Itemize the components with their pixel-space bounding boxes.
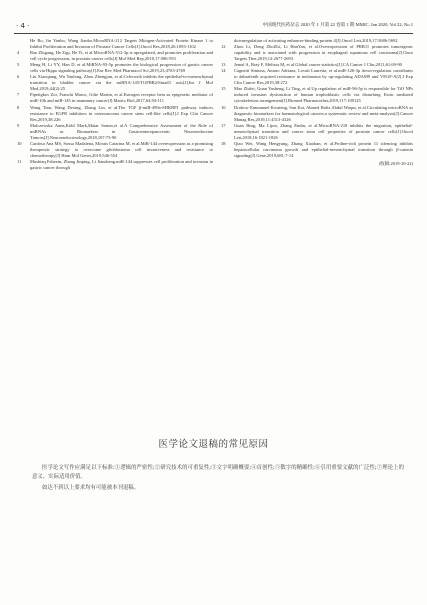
reference-item [17,62,213,74]
page-number: · 4 · [16,22,30,30]
reference-number: 5 [17,62,20,68]
reference-text: Wang Tian, Wang Dexing, Zhang Lin, et al.The TGF β-miR-499a-SHKBP1 pathway induces resistance to EGFR inhibitors in osteosarcoma cancer stem cell-like cells[J].J Exp Clin Cancer Res,2019,38:226 [30,104,213,122]
reference-item [221,105,413,123]
reference-item [17,50,213,62]
reference-number: 18 [221,140,226,146]
reference-text: Rao Zhigang, He Zigi, He Yi, et al.MicroRNA-512-3p is upregulated, and promotes proliferation and cell cycle progression, in prostate cancer cells[J].Mol Med Rep,2018,17:586-593 [30,50,213,62]
reference-text: Jemal A, Bray F, Melissa M, et al.Global cancer statistics[J].CA Cancer J Clin,2011,61:69-90 [234,62,402,68]
reference-text: Mao Zhifei, Guan Yusheng, Li Ting, et al.Up regulation of miR-96-5p is responsible for TiO NPs induced invasion dysfunction of human trophoblastic cells via disturbing Ezrin mediated cytoskeletons arrangement[J].Biomed Pharmacother,2019,117:109125 [234,86,413,104]
reference-number [17,38,30,50]
journal-running-header: 中国现代医药杂志 2020 年 1 月第 22 卷第 1 期 MMJC, Jan 2020, Vol 22, No.1 [262,22,413,27]
reference-number: 9 [17,122,20,128]
header-divider [14,33,413,34]
reference-number: 4 [17,50,20,56]
reference-item [221,141,413,159]
reference-text: downregulation of activating enhancer-binding protein 4[J].Oncol Lett,2019,17:5686-5692 [234,38,398,43]
reference-number: 7 [17,92,20,98]
reference-number: 11 [17,158,22,164]
reference-item [17,74,213,92]
reference-item [17,141,213,159]
body-paragraph: 如达不到以上要求均有可能被本刊退稿。 [42,485,140,491]
reference-text: He Bo, Jin Yunbo, Wang Jianbo.MicroRNA-212 Targets Mitogen-Activated Protein Kinase 1 to Inhibit Proliferation and Invasion of Prostate Cancer Cells[J].Oncol Res,2018,26:1093-1102 [30,38,213,50]
reference-number: 8 [17,104,20,110]
reference-text: Liu Xiaoqiang, Wu Yanlong, Zhou Zhengjun, et al.Celecoxib inhibits the epithelial-to-mesenchymal transition in bladder cancer via the miRNA-145/TGFBR2/Smad3 axis[J].Int J Mol Med,2019,44(2):25 [30,74,213,92]
reference-item [221,68,413,86]
reference-number: 12 [221,44,226,50]
reference-item [17,38,213,50]
reference-item [17,123,213,141]
reference-number: 13 [221,62,226,68]
reference-number: 17 [221,122,226,128]
reference-item [17,159,213,171]
reference-text: Malczewska Anna,Kidd Mark,Matar Somer,et al.A Comprehensive Assessment of the Role of miRNAs as Biomarkers in Gastroenteropancreatic Neuroendocrine Tumors[J].Neuroendocrinology,2018,107:73-90 [30,122,213,140]
reference-text: Zhou Li, Deng ZhoZhi, Li HanYan, et al.Overexpression of PRR11 promotes tumorigenic capability and is associated with progression in esophageal squamous cell carcinoma[J].Onco Targets Ther,2019,12:2677-2693 [234,44,413,62]
reference-item [221,86,413,104]
received-date: (收稿:2019-10-22) [378,160,413,166]
references-right-list [221,38,413,159]
reference-text: Pipeitgkos Zoi, Franchi Marco, Gilte Martin, et al.Estrogen receptor beta as epigenetic mediator of miR-10b and miR-145 in mammary cancer[J].Matrix Biol,2017,64:94-111 [30,92,213,104]
reference-text: Cagnetti Simona, Amaro Adriana, Levati Lauretta, et al.miR-126-3p down-regulation contributes to dabrafenib acquired resistance in melanoma by up-regulating ADAM9 and VEGF-A[J].J Exp Clin Cancer Res,2019,38:272 [234,68,413,86]
reference-text: Cardoso Ana MS, Sousa Madalena, Morais Catarina M, et al.MiR-144 overexpression as a promising therapeutic strategy to overcome glioblastoma cell invasiveness and resistance to chemotherapy[J].Hum Mol Genet,2019:546-554 [30,140,213,158]
reference-item [221,123,413,141]
reference-number: 16 [221,104,226,110]
references-right-column [221,38,413,167]
reference-text: Drokow Emmanuel Kwateng, Sun Kai, Ahmed Hafiz Abdul Waqas, et al.Circulating microRNA as diagnostic biomarkers for haematological cancers:a systematic review and meta-analysis[J].Cancer Manag Res,2019,11:4313-4326 [234,104,413,122]
reference-text: Qiao Wei, Wang Hengyang, Zhang Xiaohan, et al.Proline-rich protein 11 silencing inhibits hepatocellular carcinoma growth and epithelial-mesenchymal transition through β-catenin signaling[J].Gene,2019,681:7-14 [234,140,413,158]
reference-number: 14 [221,68,226,74]
references-left-column [17,38,213,171]
reference-text: Guan Bing, Ma Lijun, Zhang Endin, et al.MicroRNA-218 inhibits the migration, epithelial-mesenchymal transition and cancer stem cell properties of prostate cancer cells[J].Oncol Lett,2018,16:1821-1826 [234,122,413,140]
reference-number: 10 [17,140,22,146]
reference-item [17,105,213,123]
reference-item [221,44,413,62]
reference-item [17,92,213,104]
reference-text: Mushtaq Faheem, Zhang Jinping, Li Jiansheng.miR-144 suppresses cell proliferation and invasion in gastric cancer through [30,158,213,170]
body-paragraph: 医学论文写作应满足以下标准:①逻辑的严密性;②研究技术的可重复性;③文字明确概要;④首创性;⑤数字的精确性;⑥引用重要文献的广泛性;⑦理论上的意义、实际适用价值。 [32,465,404,480]
reference-number: 15 [221,86,226,92]
section-title: 医学论文退稿的常见原因 [158,439,269,450]
reference-text: Meng H, Li YY, Han D, et al.MiRNA-93-5p promotes the biological progression of gastric cancer cells via Hippo signaling pathway[J].Eur Rev Med Pharmacol Sci,2019,23:4763-4769 [30,62,213,74]
reference-number: 6 [17,74,20,80]
